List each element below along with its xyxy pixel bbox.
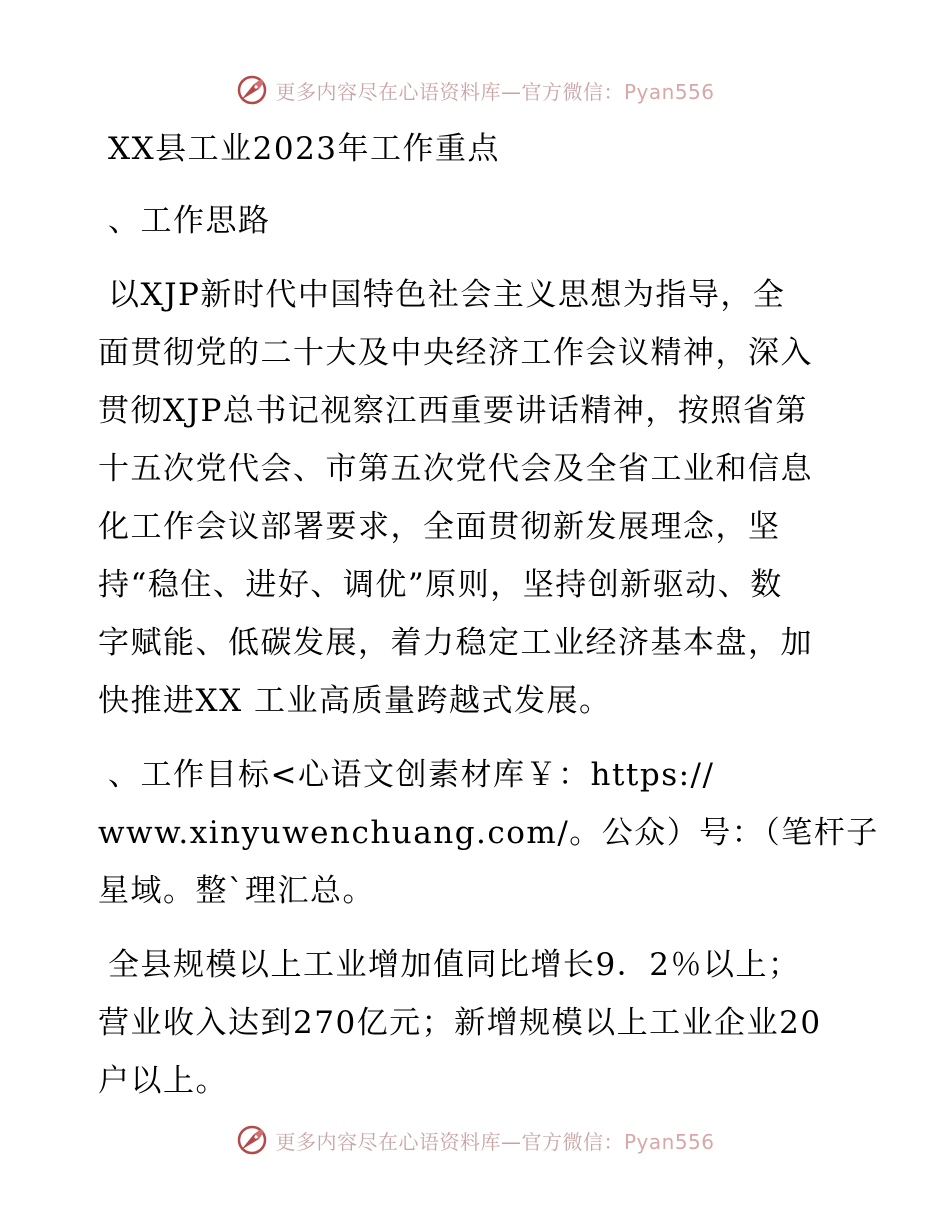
paragraph-work-goals <box>98 936 858 1110</box>
paragraph-line: 营业收入达到270亿元；新增规模以上工业企业20 <box>98 1005 822 1041</box>
document-title: XX县工业2023年工作重点 <box>108 131 501 167</box>
section-heading-work-goals: 、工作目标<心语文创素材库￥：https:// <box>108 757 715 793</box>
section-work-goals <box>98 746 879 920</box>
section-heading-work-approach: 、工作思路 <box>108 203 271 239</box>
paragraph-line: 户以上。 <box>98 1063 228 1099</box>
pen-nib-logo-icon <box>235 73 269 107</box>
paragraph-line: 持“稳住、进好、调优”原则，坚持创新驱动、数 <box>98 567 783 603</box>
paragraph-line: 快推进XX 工业高质量跨越式发展。 <box>98 683 612 719</box>
paragraph-line: 贯彻XJP总书记视察江西重要讲话精神，按照省第 <box>98 393 808 429</box>
paragraph-line: 字赋能、低碳发展，着力稳定工业经济基本盘，加 <box>98 625 813 661</box>
watermark-text: 更多内容尽在心语资料库—官方微信：Pyan556 <box>275 1129 715 1154</box>
paragraph-line: www.xinyuwenchuang.com/。公众）号：（笔杆子 <box>98 815 879 851</box>
pen-nib-logo-icon <box>235 1123 269 1157</box>
paragraph-line: 星域。整`理汇总。 <box>98 873 375 909</box>
footer-watermark <box>0 1120 950 1160</box>
paragraph-work-approach <box>98 266 858 730</box>
watermark-text: 更多内容尽在心语资料库—官方微信：Pyan556 <box>275 79 715 104</box>
paragraph-line: 以XJP新时代中国特色社会主义思想为指导，全 <box>108 277 786 313</box>
paragraph-line: 全县规模以上工业增加值同比增长9．2％以上； <box>108 947 801 983</box>
paragraph-line: 十五次党代会、市第五次党代会及全省工业和信息 <box>98 451 813 487</box>
paragraph-line: 化工作会议部署要求，全面贯彻新发展理念，坚 <box>98 509 781 545</box>
watermark-contact: Pyan556 <box>623 1129 715 1154</box>
watermark-contact: Pyan556 <box>623 79 715 104</box>
paragraph-line: 面贯彻党的二十大及中央经济工作会议精神，深入 <box>98 335 813 371</box>
header-watermark <box>0 70 950 110</box>
document-body <box>98 120 879 1110</box>
